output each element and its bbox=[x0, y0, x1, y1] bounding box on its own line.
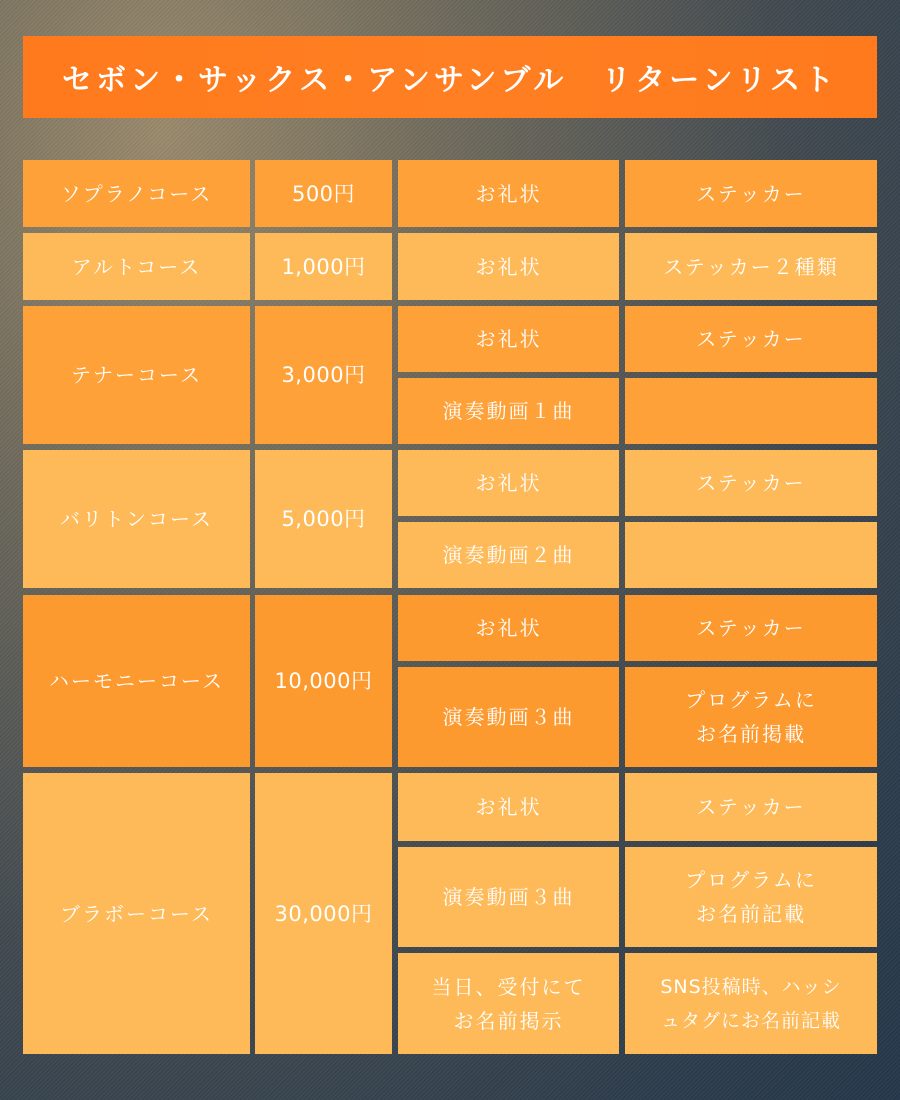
course-price-baritone: 5,000円 bbox=[255, 450, 392, 588]
course-name-bravo: ブラボーコース bbox=[23, 773, 250, 1054]
return-item: SNS投稿時、ハッシ ュタグにお名前記載 bbox=[625, 953, 877, 1054]
return-item: プログラムに お名前掲載 bbox=[625, 667, 877, 767]
return-item: 演奏動画２曲 bbox=[398, 522, 619, 588]
course-price-tenor: 3,000円 bbox=[255, 306, 392, 444]
return-item: ステッカー bbox=[625, 450, 877, 516]
return-item-empty bbox=[625, 522, 877, 588]
return-item: ステッカー bbox=[625, 773, 877, 841]
course-name-alto: アルトコース bbox=[23, 233, 250, 300]
return-item: お礼状 bbox=[398, 773, 619, 841]
return-item: 演奏動画３曲 bbox=[398, 667, 619, 767]
return-item: 演奏動画１曲 bbox=[398, 378, 619, 444]
return-item: ステッカー２種類 bbox=[625, 233, 877, 300]
course-name-harmony: ハーモニーコース bbox=[23, 595, 250, 767]
return-item: お礼状 bbox=[398, 160, 619, 227]
course-price-harmony: 10,000円 bbox=[255, 595, 392, 767]
return-item: 演奏動画３曲 bbox=[398, 847, 619, 947]
return-item: お礼状 bbox=[398, 450, 619, 516]
course-price-soprano: 500円 bbox=[255, 160, 392, 227]
return-item: お礼状 bbox=[398, 306, 619, 372]
return-item-empty bbox=[625, 378, 877, 444]
course-name-tenor: テナーコース bbox=[23, 306, 250, 444]
return-item: お礼状 bbox=[398, 233, 619, 300]
page-title: セボン・サックス・アンサンブル リターンリスト bbox=[23, 36, 877, 118]
course-name-baritone: バリトンコース bbox=[23, 450, 250, 588]
return-item: ステッカー bbox=[625, 306, 877, 372]
course-price-bravo: 30,000円 bbox=[255, 773, 392, 1054]
return-item: お礼状 bbox=[398, 595, 619, 661]
return-item: ステッカー bbox=[625, 595, 877, 661]
return-item: 当日、受付にて お名前掲示 bbox=[398, 953, 619, 1054]
return-item: ステッカー bbox=[625, 160, 877, 227]
return-item: プログラムに お名前記載 bbox=[625, 847, 877, 947]
course-price-alto: 1,000円 bbox=[255, 233, 392, 300]
course-name-soprano: ソプラノコース bbox=[23, 160, 250, 227]
